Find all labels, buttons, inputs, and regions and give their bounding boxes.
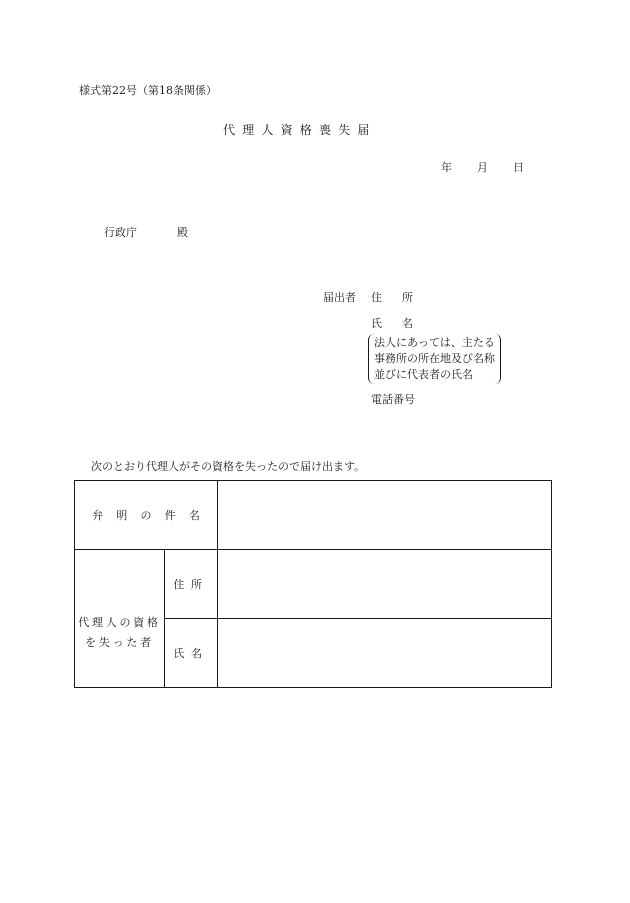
document-title: 代理人資格喪失届 [223,123,377,137]
case-name-field[interactable] [218,481,552,550]
agent-address-field[interactable] [218,550,552,619]
agent-lost-label-line: を失った者 [85,635,154,649]
table-row [75,550,552,619]
corporate-note [368,334,501,384]
address-label-char-2: 所 [402,291,413,304]
name-label-char-2: 名 [402,317,413,330]
date-year-label: 年 [441,161,452,174]
form-number: 様式第22号（第18条関係） [79,84,217,97]
name-label-char-1: 氏 [371,317,382,330]
form-table [74,480,552,688]
addressee-honorific: 殿 [177,226,188,239]
corporate-note-line: 事務所の所在地及び名称 [374,352,495,365]
applicant-address-label [371,289,413,305]
case-name-label: 弁明の件名 [75,481,218,550]
applicant-label: 届出者 [323,291,356,304]
addressee [104,224,188,240]
agent-address-label: 住所 [165,550,218,619]
agent-name-label: 氏名 [165,619,218,688]
date-day-label: 日 [513,161,524,174]
agent-lost-label-line: 代理人の資格 [78,615,161,629]
date-month-label: 月 [477,161,488,174]
table-row [75,481,552,550]
phone-label: 電話番号 [371,393,415,406]
address-label-char-1: 住 [371,291,382,304]
date-line [441,159,524,175]
addressee-office: 行政庁 [104,226,137,239]
agent-name-field[interactable] [218,619,552,688]
corporate-note-line: 法人にあっては、主たる [374,336,495,349]
statement-text: 次のとおり代理人がその資格を失ったので届け出ます。 [91,460,366,473]
corporate-note-line: 並びに代表者の氏名 [374,368,473,381]
agent-lost-label [75,550,165,688]
applicant-name-label [371,315,413,331]
